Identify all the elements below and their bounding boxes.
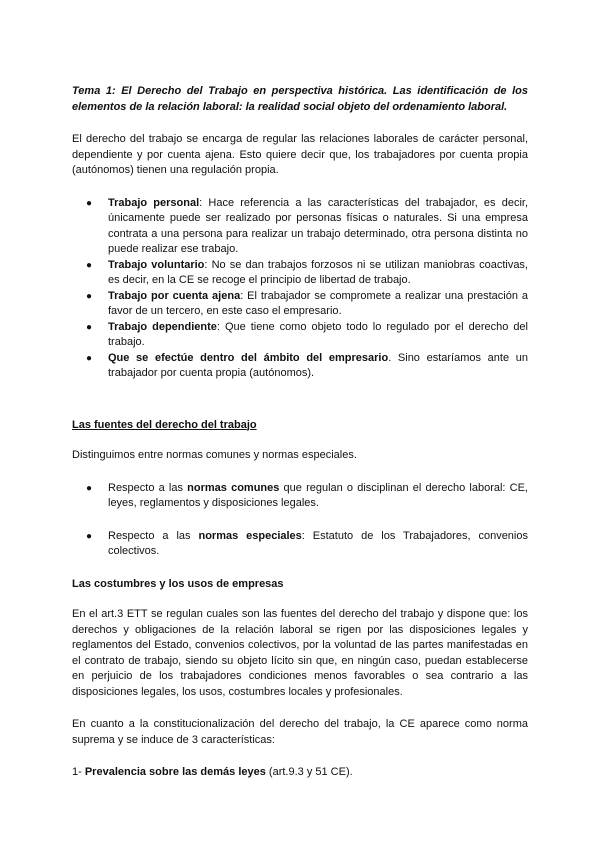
definition: que regulan o disciplinan el derecho laboral: CE, leyes, reglamentos y disposiciones legales. <box>108 481 528 509</box>
term: normas comunes <box>187 481 280 494</box>
document-title: Tema 1: El Derecho del Trabajo en perspectiva histórica. Las identificación de los elementos de la relación laboral: la realidad social objeto del ordenamiento laboral. <box>72 85 528 113</box>
list-item <box>72 481 528 512</box>
definition: : El trabajador se compromete a realizar una prestación a favor de un tercero, en este caso el empresario. <box>108 289 528 317</box>
bullet-icon: ● <box>86 321 93 333</box>
bullet-icon: ● <box>86 530 93 542</box>
characteristics-list <box>72 196 528 382</box>
intro-paragraph: El derecho del trabajo se encarga de regular las relaciones laborales de carácter personal, dependiente y por cuenta ajena. Esto quiere decir que, los trabajadores por cuenta propia (autónomos) tienen una regulación propia. <box>72 133 528 176</box>
list-item <box>72 320 528 351</box>
prevalence-reference: (art.9.3 y 51 CE). <box>265 766 353 778</box>
list-item <box>72 289 528 320</box>
constitution-paragraph: En cuanto a la constitucionalización del derecho del trabajo, la CE aparece como norma suprema y se induce de 3 características: <box>72 718 528 746</box>
term: Que se efectúe dentro del ámbito del empresario <box>108 351 389 364</box>
bullet-icon: ● <box>86 352 93 364</box>
term: Trabajo personal <box>108 196 200 209</box>
prevalence-term: Prevalencia sobre las demás leyes <box>84 766 266 778</box>
norm-prefix: Respecto a las <box>108 529 199 542</box>
customs-heading: Las costumbres y los usos de empresas <box>72 577 284 590</box>
prevalence-line <box>72 765 528 781</box>
sources-heading: Las fuentes del derecho del trabajo <box>72 418 257 431</box>
term: Trabajo dependiente <box>108 320 217 333</box>
definition: . Sino estaríamos ante un trabajador por cuenta propia (autónomos). <box>108 351 528 379</box>
term: Trabajo por cuenta ajena <box>108 289 241 302</box>
list-item <box>72 196 528 258</box>
list-item <box>72 351 528 382</box>
list-item <box>72 529 528 560</box>
definition: : Estatuto de los Trabajadores, convenios colectivos. <box>108 529 528 557</box>
bullet-icon: ● <box>86 259 93 271</box>
bullet-icon: ● <box>86 197 93 209</box>
definition: : Que tiene como objeto todo lo regulado por el derecho del trabajo. <box>108 320 528 348</box>
customs-paragraph: En el art.3 ETT se regulan cuales son las fuentes del derecho del trabajo y dispone que: los derechos y obligaciones de la relación laboral se rigen por las disposiciones legales y reglamentos del Estado, convenios colectivos, por la voluntad de las partes manifestadas en el contrato de trabajo, siendo su objeto lícito sin que, en ningún caso, puedan establecerse en perjuicio de los trabajadores condiciones menos favorables o sea contrario a las disposiciones legales, los usos, costumbres locales y profesionales. <box>72 608 528 698</box>
document-page <box>72 84 528 781</box>
bullet-icon: ● <box>86 290 93 302</box>
list-item <box>72 258 528 289</box>
prevalence-number: 1- <box>72 766 85 778</box>
sources-intro: Distinguimos entre normas comunes y normas especiales. <box>72 449 357 461</box>
term: Trabajo voluntario <box>108 258 205 271</box>
bullet-icon: ● <box>86 482 93 494</box>
definition: : No se dan trabajos forzosos ni se utilizan maniobras coactivas, es decir, en la CE se recoge el principio de libertad de trabajo. <box>108 258 528 286</box>
norms-list <box>72 481 528 560</box>
definition: : Hace referencia a las características del trabajador, es decir, únicamente puede ser realizado por personas físicas o naturales. Si una empresa contrata a una persona para realizar un trabajo determinado, otra persona distinta no puede realizar ese trabajo. <box>108 196 528 255</box>
term: normas especiales <box>198 529 302 542</box>
norm-prefix: Respecto a las <box>108 481 188 494</box>
